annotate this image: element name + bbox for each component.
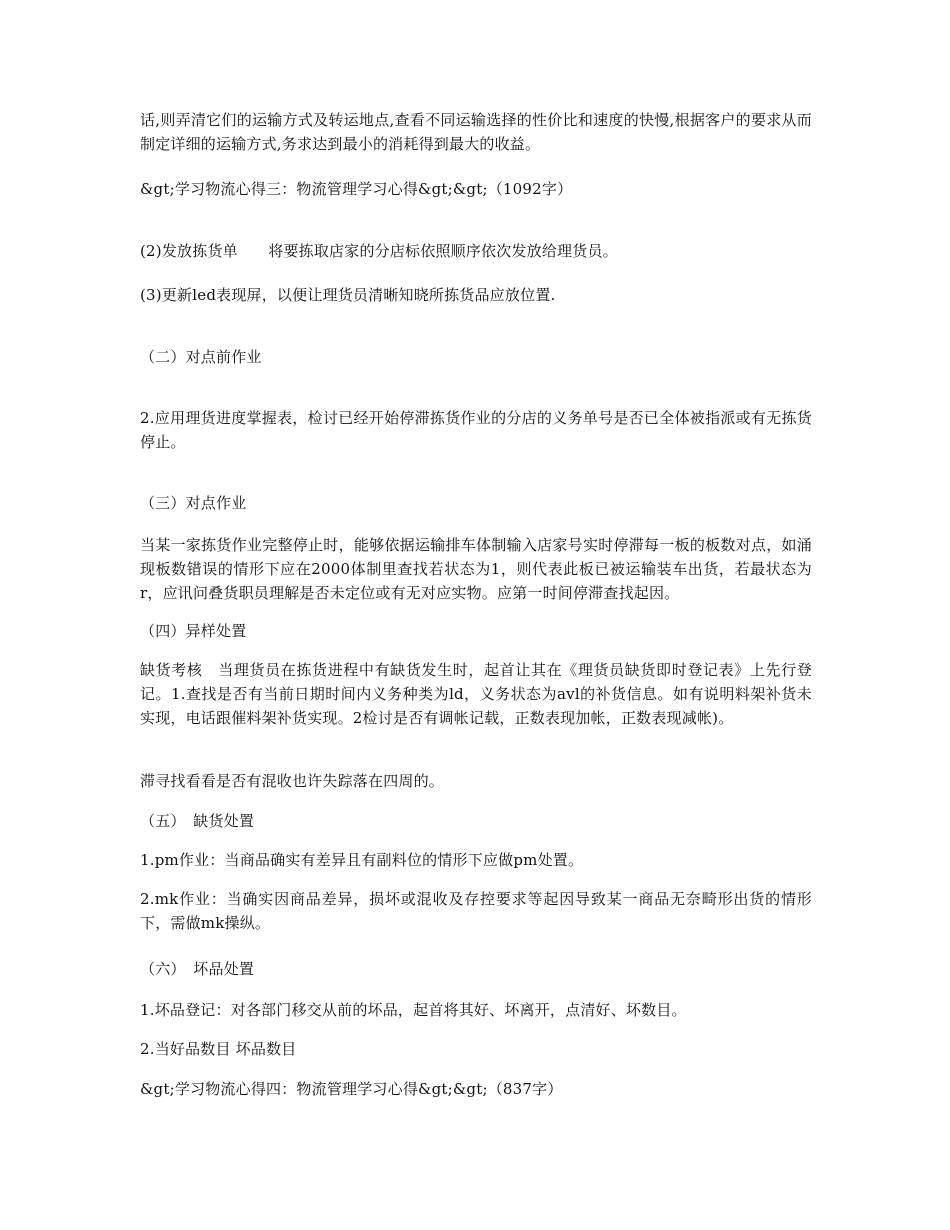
paragraph-update-led-screen: (3)更新led表现屏，以便让理货员清晰知晓所拣货品应放位置.	[140, 286, 556, 304]
section-heading-pre-check: （二）对点前作业	[140, 348, 262, 366]
paragraph-progress-table: 2.应用理货进度掌握表，检讨已经开始停滞拣货作业的分店的义务单号是否已全体被指派或有无拣货停止。	[140, 409, 812, 451]
paragraph-pallet-count-check: 当某一家拣货作业完整停止时，能够依据运输排车体制输入店家号实时停滞每一板的板数对点，如涌现板数错误的情形下应在2000体制里查找若状态为1，则代表此板已被运输装车出货，若最状态为r，应讯问叠货职员理解是否未定位或有无对应实物。应第一时间停滞查找起因。	[140, 536, 812, 602]
paragraph-pm-operation: 1.pm作业：当商品确实有差异且有副料位的情形下应做pm处置。	[140, 851, 584, 869]
paragraph-damaged-registration: 1.坏品登记：对各部门移交从前的坏品，起首将其好、坏离开，点清好、坏数目。	[140, 1001, 687, 1019]
section-heading-check-operation: （三）对点作业	[140, 494, 247, 512]
paragraph-search-surroundings: 滞寻找看看是否有混收也许失踪落在四周的。	[140, 772, 445, 790]
section-heading-experience-three: &gt;学习物流心得三：物流管理学习心得&gt;&gt;（1092字）	[140, 180, 573, 198]
section-heading-experience-four: &gt;学习物流心得四：物流管理学习心得&gt;&gt;（837字）	[140, 1080, 563, 1098]
paragraph-issue-picking-list: (2)发放拣货单 将要拣取店家的分店标依照顺序依次发放给理货员。	[140, 242, 618, 260]
paragraph-shortage-review: 缺货考核 当理货员在拣货进程中有缺货发生时，起首让其在《理货员缺货即时登记表》上先行登记。1.查找是否有当前日期时间内义务种类为ld，义务状态为avl的补货信息。如有说明料架补货未实现，电话跟催料架补货实现。2检讨是否有调帐记载，正数表现加帐，正数表现减帐)。	[140, 661, 812, 727]
section-heading-exception-handling: （四）异样处置	[140, 622, 247, 640]
paragraph-good-bad-quantity: 2.当好品数目 坏品数目	[140, 1040, 297, 1058]
paragraph-mk-operation: 2.mk作业：当确实因商品差异，损坏或混收及存控要求等起因导致某一商品无奈畸形出货的情形下，需做mk操纵。	[140, 890, 812, 932]
section-heading-shortage-handling: （五） 缺货处置	[140, 812, 255, 830]
paragraph-shipping-summary: 话,则弄清它们的运输方式及转运地点,查看不同运输选择的性价比和速度的快慢,根据客户的要求从而制定详细的运输方式,务求达到最小的消耗得到最大的收益。	[140, 111, 812, 153]
section-heading-damaged-goods: （六） 坏品处置	[140, 960, 255, 978]
